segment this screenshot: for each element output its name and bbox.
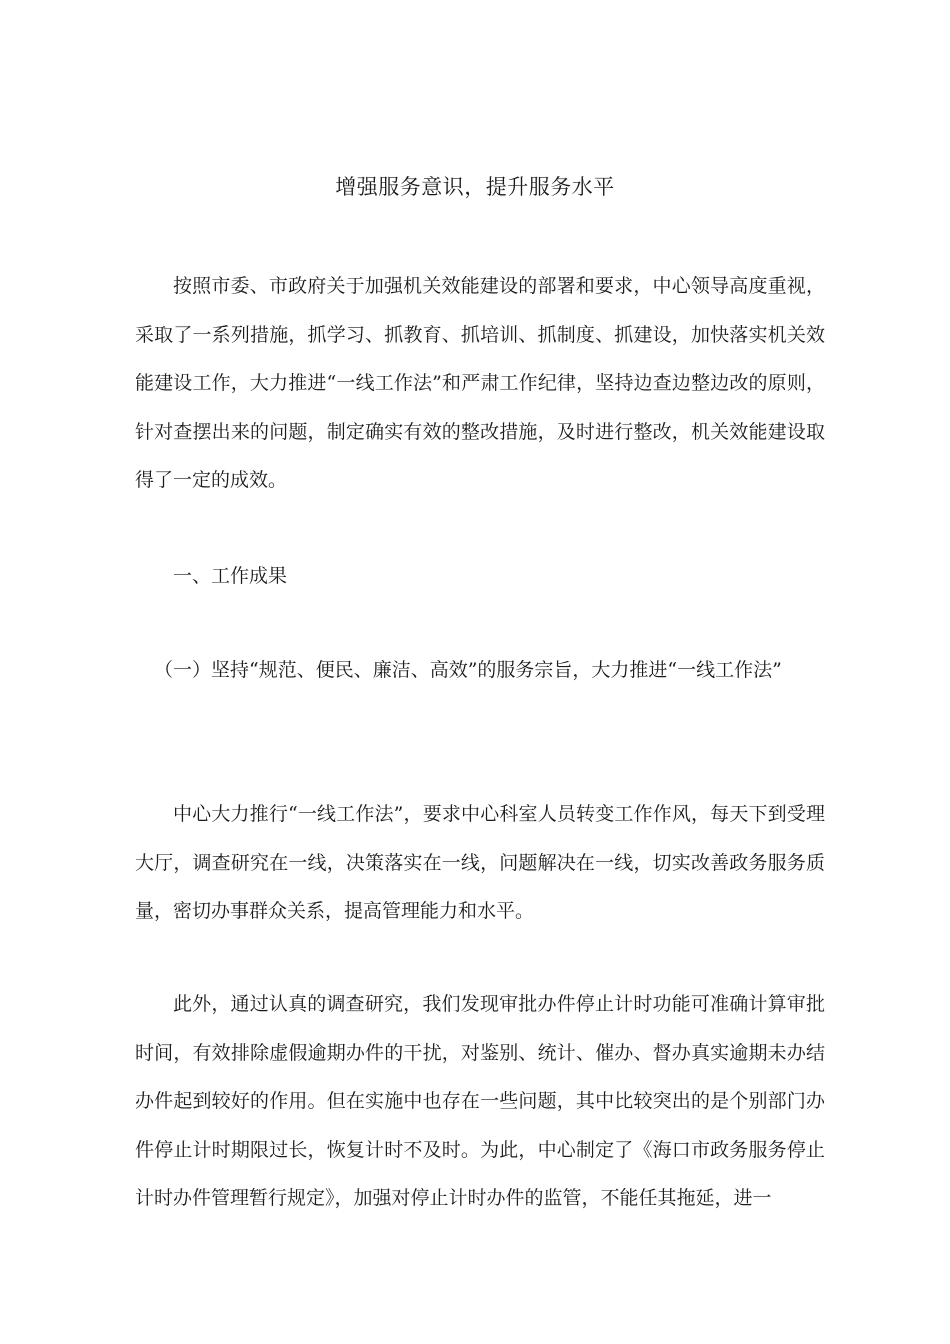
body-paragraph-1: 中心大力推行“一线工作法”，要求中心科室人员转变工作作风，每天下到受理大厅，调查研究在一线，决策落实在一线，问题解决在一线，切实改善政务服务质量，密切办事群众关系，提高管理能力和水平。 [135,803,825,922]
document-title: 增强服务意识，提升服务水平 [335,175,615,199]
subsection-heading: （一）坚持“规范、便民、廉洁、高效”的服务宗旨，大力推进“一线工作法” [154,659,782,681]
body-paragraph-2: 此外，通过认真的调查研究，我们发现审批办件停止计时功能可准确计算审批时间，有效排除虚假逾期办件的干扰，对鉴别、统计、催办、督办真实逾期未办结办件起到较好的作用。但在实施中也存在一些问题，其中比较突出的是个别部门办件停止计时期限过长，恢复计时不及时。为此，中心制定了《海口市政务服务停止计时办件管理暂行规定》，加强对停止计时办件的监管，不能任其拖延，进一 [135,993,825,1209]
section-heading: 一、工作成果 [173,565,288,587]
intro-paragraph: 按照市委、市政府关于加强机关效能建设的部署和要求，中心领导高度重视，采取了一系列措施，抓学习、抓教育、抓培训、抓制度、抓建设，加快落实机关效能建设工作，大力推进“一线工作法”和严肃工作纪律，坚持边查边整边改的原则，针对查摆出来的问题，制定确实有效的整改措施，及时进行整改，机关效能建设取得了一定的成效。 [135,275,825,491]
